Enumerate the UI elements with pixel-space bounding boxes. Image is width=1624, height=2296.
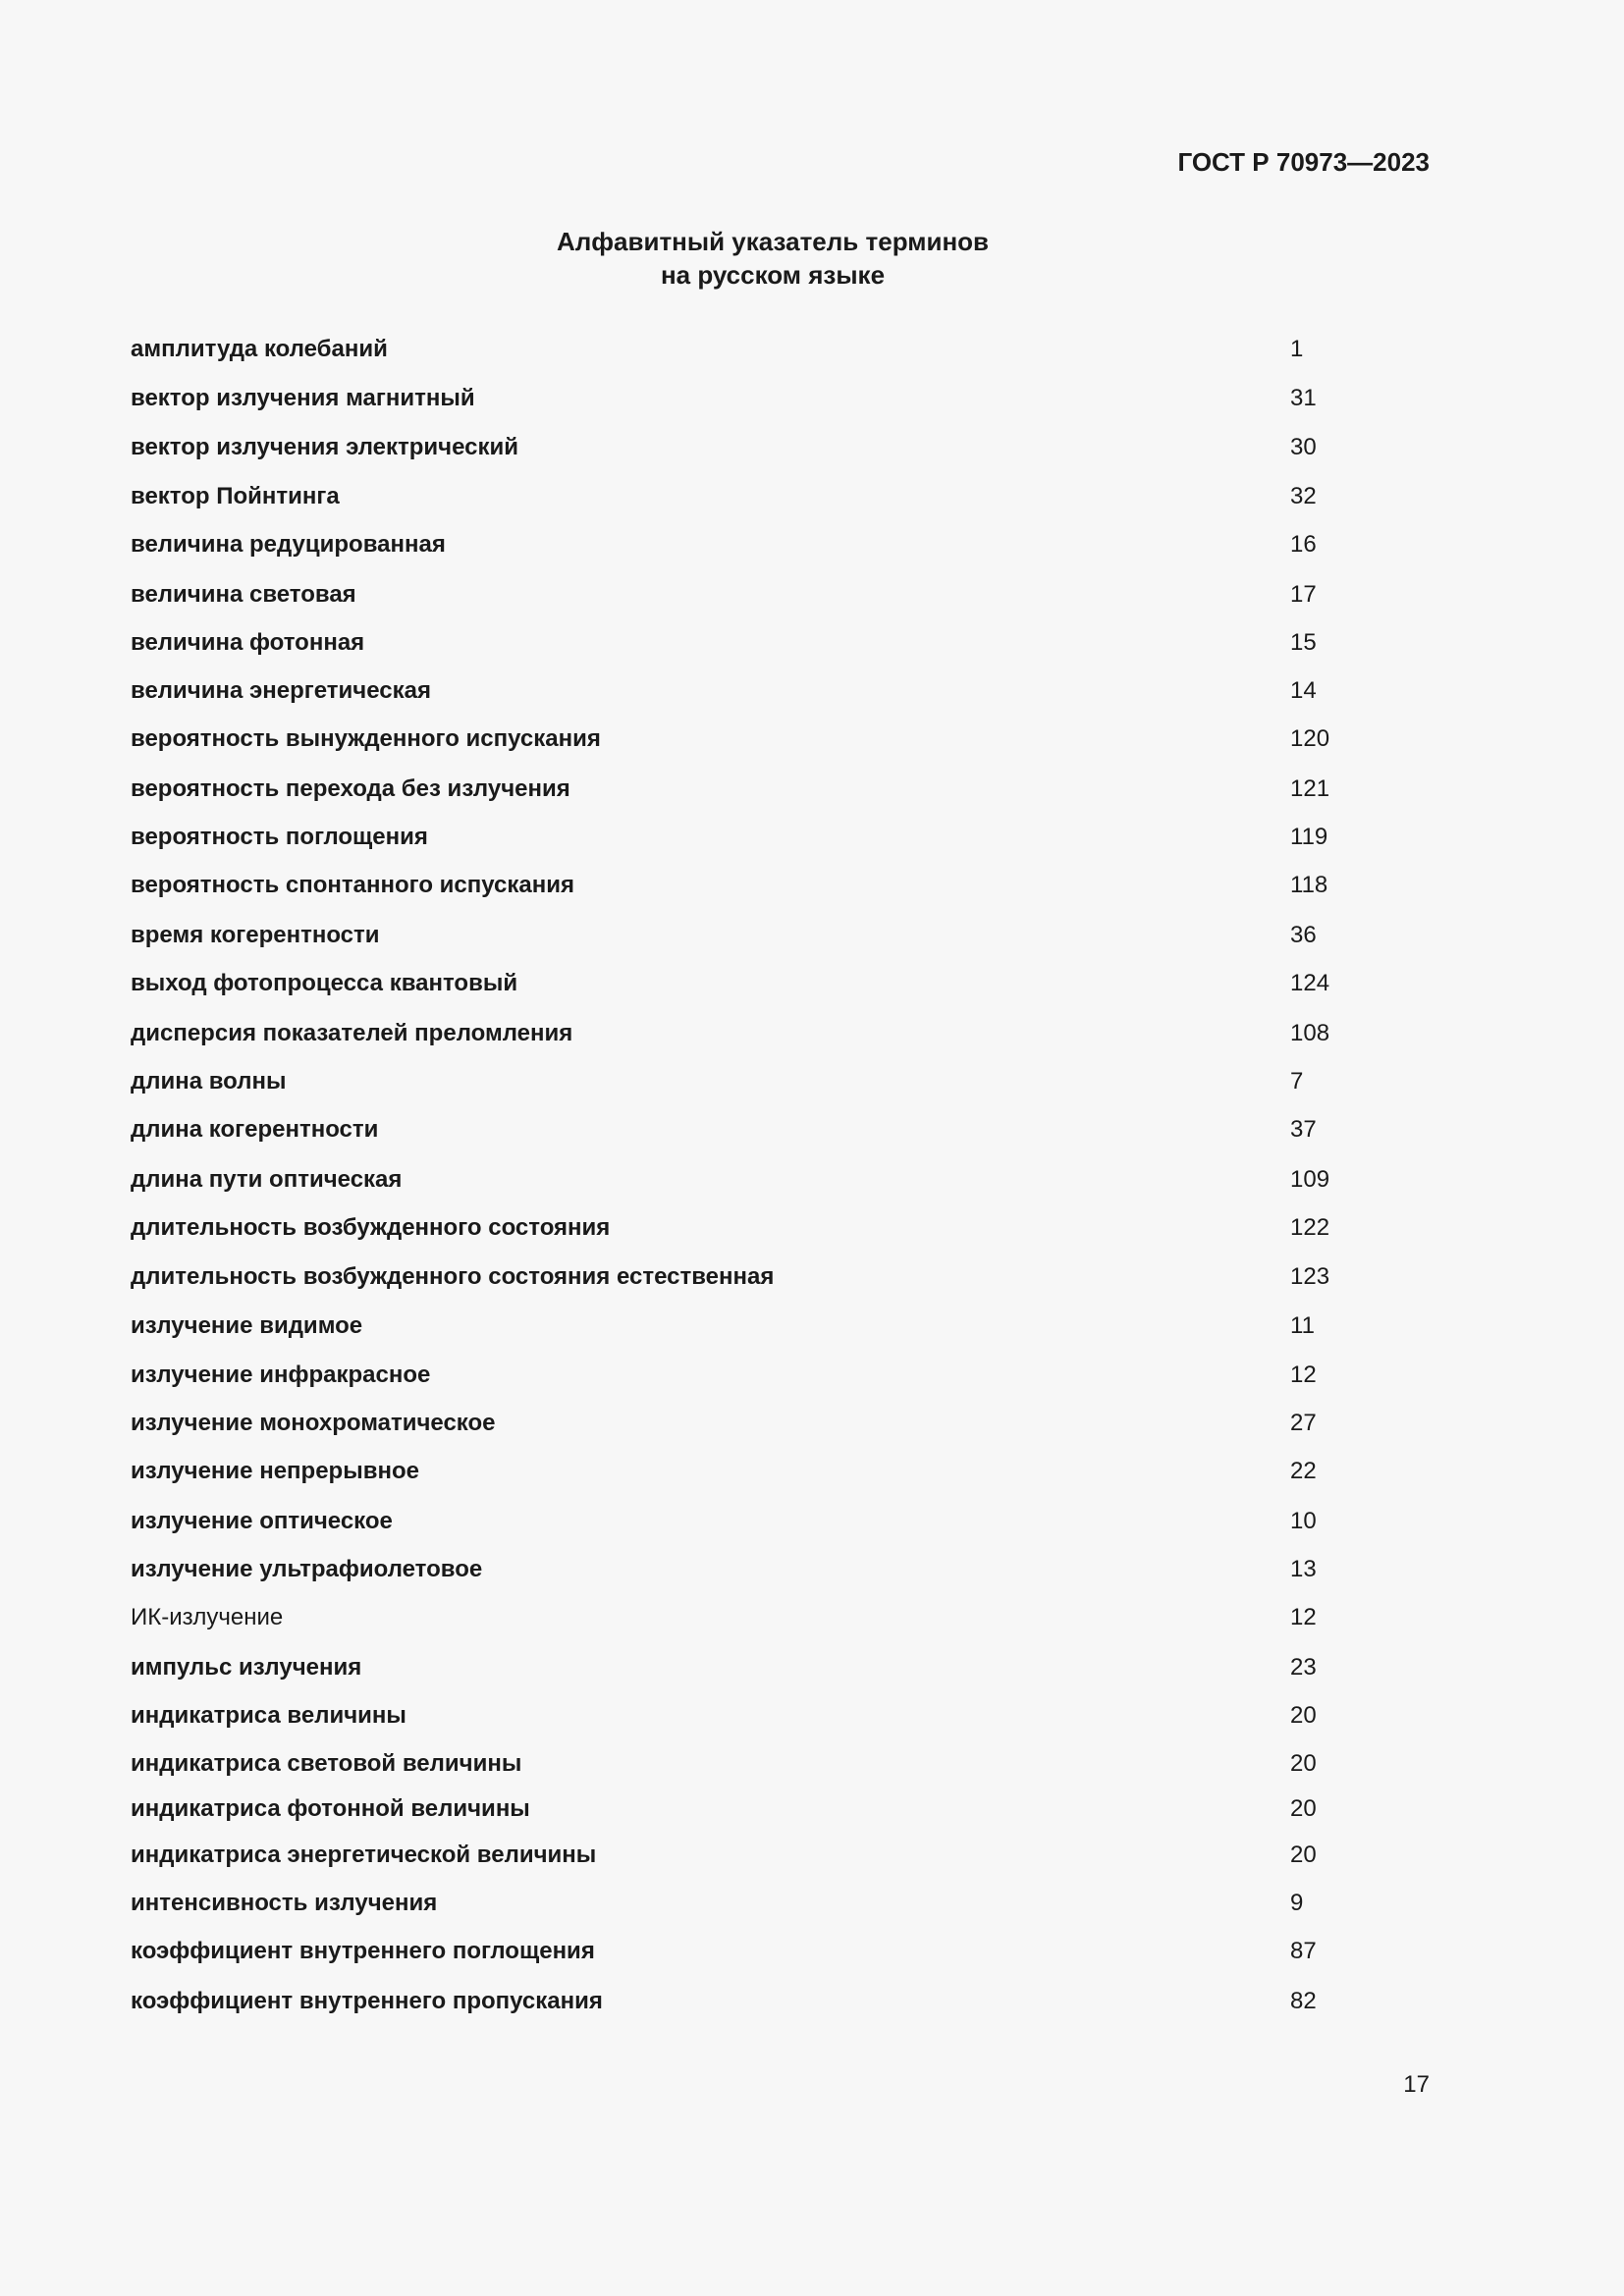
index-entry	[131, 818, 1407, 857]
index-entry	[131, 1307, 1407, 1346]
entry-term: индикатриса фотонной величины	[131, 1795, 530, 1822]
entry-number: 9	[1290, 1890, 1304, 1916]
entry-number: 108	[1290, 1020, 1330, 1046]
entry-number: 122	[1290, 1214, 1330, 1241]
index-entry	[131, 477, 1407, 516]
entry-term: ИК-излучение	[131, 1604, 284, 1630]
index-entry	[131, 916, 1407, 955]
entry-term: коэффициент внутреннего поглощения	[131, 1938, 595, 1964]
entry-number: 1	[1290, 336, 1304, 362]
entry-term: длина когерентности	[131, 1116, 379, 1143]
page-title	[0, 225, 1545, 292]
entry-term: излучение инфракрасное	[131, 1362, 431, 1388]
entry-number: 23	[1290, 1654, 1317, 1681]
entry-number: 17	[1290, 581, 1317, 608]
entry-term: вероятность поглощения	[131, 824, 428, 850]
entry-number: 123	[1290, 1263, 1330, 1290]
entry-number: 15	[1290, 629, 1317, 656]
entry-term: длина пути оптическая	[131, 1166, 403, 1193]
index-entry	[131, 1502, 1407, 1541]
entry-number: 118	[1290, 872, 1328, 898]
index-entry	[131, 720, 1407, 759]
entry-term: излучение видимое	[131, 1312, 363, 1339]
index-entry	[131, 671, 1407, 711]
index-entry	[131, 1257, 1407, 1297]
entry-number: 20	[1290, 1702, 1317, 1729]
index-entry	[131, 1884, 1407, 1923]
entry-term: индикатриса энергетической величины	[131, 1842, 597, 1868]
entry-term: время когерентности	[131, 922, 380, 948]
title-line-1: Алфавитный указатель терминов	[556, 227, 990, 256]
index-entry	[131, 1404, 1407, 1443]
index-entry	[131, 1744, 1407, 1784]
entry-term: вероятность вынужденного испускания	[131, 725, 601, 752]
entry-number: 31	[1290, 385, 1317, 411]
index-entry	[131, 1110, 1407, 1149]
entry-number: 10	[1290, 1508, 1317, 1534]
index-entry	[131, 623, 1407, 663]
index-entry	[131, 1452, 1407, 1491]
entry-term: коэффициент внутреннего пропускания	[131, 1988, 603, 2014]
title-line-2: на русском языке	[660, 260, 886, 290]
entry-term: вектор излучения магнитный	[131, 385, 475, 411]
page-number: 17	[1403, 2071, 1430, 2098]
entry-term: вероятность перехода без излучения	[131, 775, 570, 802]
entry-number: 120	[1290, 725, 1330, 752]
entry-term: вероятность спонтанного испускания	[131, 872, 574, 898]
index-entry	[131, 575, 1407, 614]
entry-term: индикатриса величины	[131, 1702, 406, 1729]
entry-term: интенсивность излучения	[131, 1890, 438, 1916]
entry-number: 20	[1290, 1795, 1317, 1822]
index-entry	[131, 964, 1407, 1003]
index-entry	[131, 1356, 1407, 1395]
entry-term: величина световая	[131, 581, 356, 608]
entry-number: 22	[1290, 1458, 1317, 1484]
entry-term: излучение ультрафиолетовое	[131, 1556, 483, 1582]
entry-number: 16	[1290, 531, 1317, 558]
index-entry	[131, 1598, 1407, 1637]
index-entry	[131, 428, 1407, 467]
entry-number: 124	[1290, 970, 1330, 996]
index-entry	[131, 525, 1407, 564]
entry-number: 32	[1290, 483, 1317, 509]
entry-term: дисперсия показателей преломления	[131, 1020, 573, 1046]
entry-term: длина волны	[131, 1068, 287, 1095]
index-entry	[131, 1550, 1407, 1589]
entry-number: 36	[1290, 922, 1317, 948]
index-entry	[131, 866, 1407, 905]
entry-number: 87	[1290, 1938, 1317, 1964]
entry-number: 121	[1290, 775, 1330, 802]
entry-number: 12	[1290, 1362, 1317, 1388]
entry-number: 11	[1290, 1312, 1315, 1339]
index-entry	[131, 1208, 1407, 1248]
index-entry	[131, 1932, 1407, 1971]
index-entry	[131, 1062, 1407, 1101]
index-entry	[131, 1836, 1407, 1875]
index-entry	[131, 379, 1407, 418]
entry-number: 12	[1290, 1604, 1317, 1630]
index-entry	[131, 1696, 1407, 1735]
index-entry	[131, 330, 1407, 369]
entry-number: 20	[1290, 1842, 1317, 1868]
entry-term: индикатриса световой величины	[131, 1750, 522, 1777]
entry-term: вектор излучения электрический	[131, 434, 519, 460]
document-id: ГОСТ Р 70973—2023	[1177, 147, 1430, 177]
entry-term: импульс излучения	[131, 1654, 362, 1681]
index-entry	[131, 1982, 1407, 2021]
entry-number: 20	[1290, 1750, 1317, 1777]
index-entry	[131, 1789, 1407, 1829]
entry-term: излучение непрерывное	[131, 1458, 419, 1484]
entry-term: излучение оптическое	[131, 1508, 393, 1534]
entry-term: вектор Пойнтинга	[131, 483, 340, 509]
entry-number: 30	[1290, 434, 1317, 460]
entry-number: 14	[1290, 677, 1317, 704]
entry-number: 109	[1290, 1166, 1330, 1193]
entry-term: величина энергетическая	[131, 677, 431, 704]
entry-number: 27	[1290, 1410, 1317, 1436]
entry-term: величина фотонная	[131, 629, 365, 656]
index-entry	[131, 1160, 1407, 1200]
entry-term: излучение монохроматическое	[131, 1410, 496, 1436]
entry-number: 82	[1290, 1988, 1317, 2014]
entry-number: 119	[1290, 824, 1328, 850]
entry-term: амплитуда колебаний	[131, 336, 388, 362]
entry-number: 7	[1290, 1068, 1304, 1095]
index-entry	[131, 770, 1407, 809]
entry-number: 37	[1290, 1116, 1317, 1143]
entry-term: величина редуцированная	[131, 531, 446, 558]
entry-term: длительность возбужденного состояния	[131, 1214, 611, 1241]
entry-term: длительность возбужденного состояния естественная	[131, 1263, 775, 1290]
entry-term: выход фотопроцесса квантовый	[131, 970, 518, 996]
index-entry	[131, 1648, 1407, 1687]
entry-number: 13	[1290, 1556, 1317, 1582]
index-entry	[131, 1014, 1407, 1053]
